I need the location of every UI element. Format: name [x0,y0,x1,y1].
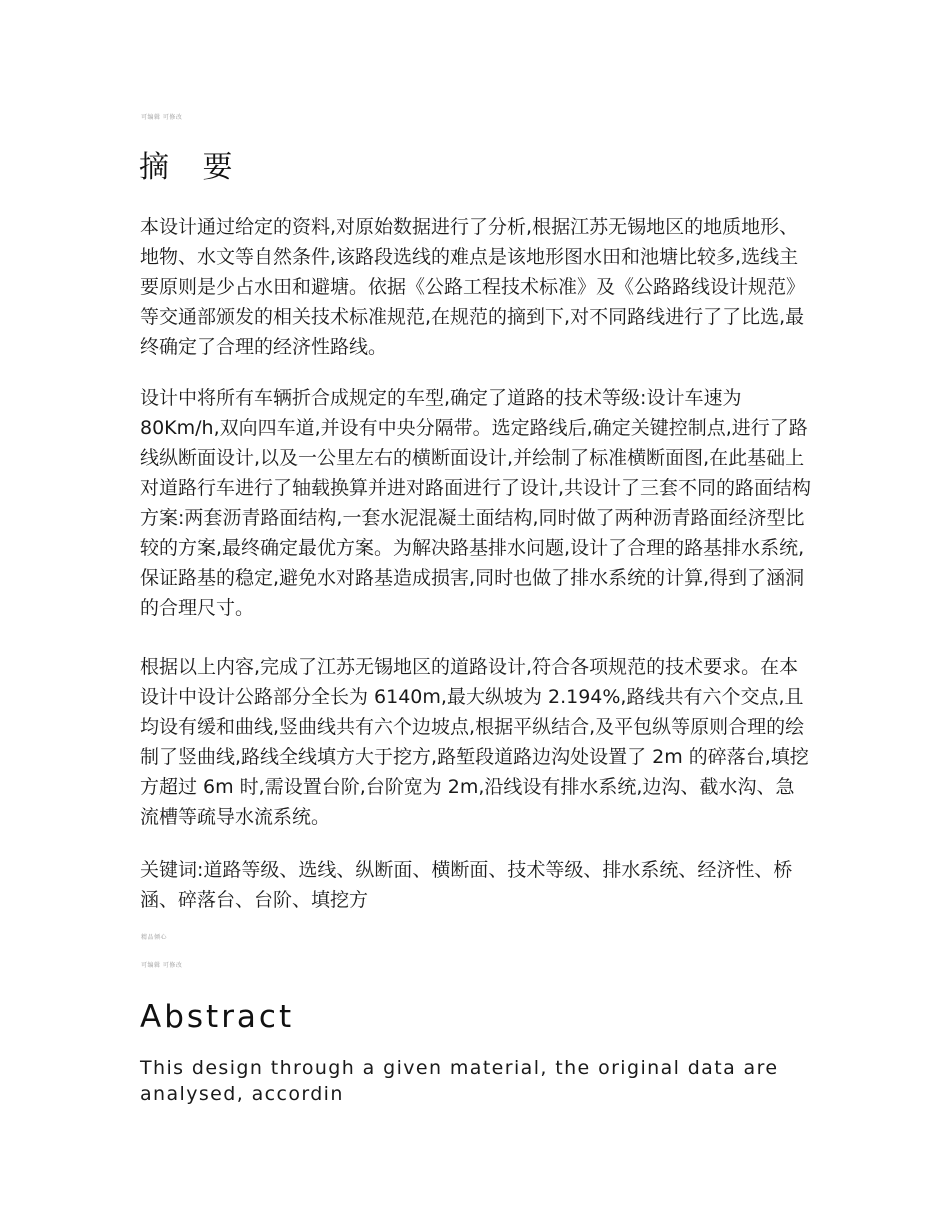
abstract-cn-keywords: 关键词:道路等级、选线、纵断面、横断面、技术等级、排水系统、经济性、桥涵、碎落台、台阶、填挖方 [140,859,793,911]
abstract-en-title: Abstract [140,999,295,1035]
quality-watermark: 精品倾心 [141,934,168,941]
abstract-cn-title: 摘 要 [139,150,245,185]
abstract-en-paragraph: This design through a given material, the original data are analysed, accordin [140,1057,779,1105]
editable-watermark-mid: 可编辑 可修改 [141,962,183,969]
editable-watermark-top: 可编辑 可修改 [141,114,183,121]
abstract-cn-paragraph-3: 根据以上内容,完成了江苏无锡地区的道路设计,符合各项规范的技术要求。在本设计中设计公路部分全长为 6140m,最大纵坡为 2.194%,路线共有六个交点,且均设有缓和曲线,竖曲线共有六个边坡点,根据平纵结合,及平包纵等原则合理的绘制了竖曲线,路线全线填方大于挖方,路堑段道路边沟处设置了 2m 的碎落台,填挖方超过 6m 时,需设置台阶,台阶宽为 2m,沿线设有排水系统,边沟、截水沟、急流槽等疏导水流系统。 [140,656,809,828]
abstract-cn-paragraph-2: 设计中将所有车辆折合成规定的车型,确定了道路的技术等级:设计车速为80Km/h,双向四车道,并设有中央分隔带。选定路线后,确定关键控制点,进行了路线纵断面设计,以及一公里左右的横断面设计,并绘制了标准横断面图,在此基础上对道路行车进行了轴载换算并进对路面进行了设计,共设计了三套不同的路面结构方案:两套沥青路面结构,一套水泥混凝土面结构,同时做了两种沥青路面经济型比较的方案,最终确定最优方案。为解决路基排水问题,设计了合理的路基排水系统,保证路基的稳定,避免水对路基造成损害,同时也做了排水系统的计算,得到了涵洞的合理尺寸。 [140,387,812,619]
abstract-cn-paragraph-1: 本设计通过给定的资料,对原始数据进行了分析,根据江苏无锡地区的地质地形、地物、水文等自然条件,该路段选线的难点是该地形图水田和池塘比较多,选线主要原则是少占水田和避塘。依据《公路工程技术标准》及《公路路线设计规范》等交通部颁发的相关技术标准规范,在规范的摘到下,对不同路线进行了了比选,最终确定了合理的经济性路线。 [140,216,806,358]
